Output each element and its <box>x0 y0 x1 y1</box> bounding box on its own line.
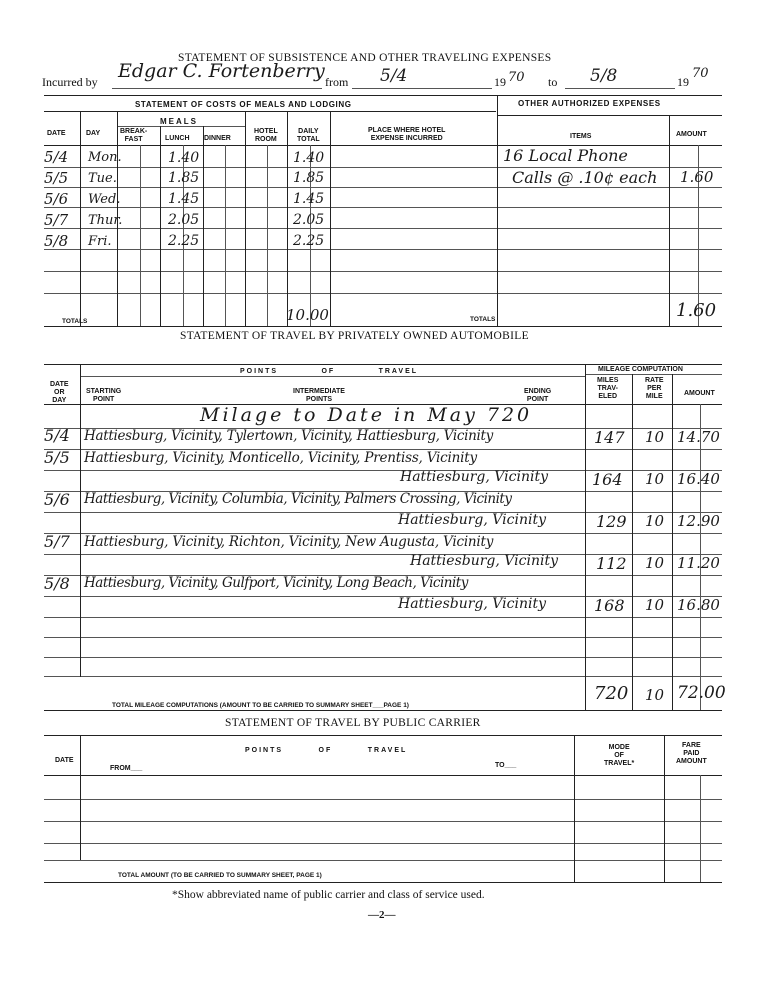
auto-miles: 164 <box>592 470 623 489</box>
meal-daily: 2.25 <box>293 233 325 249</box>
auto-col-rate: RATE PER MILE <box>645 377 664 400</box>
public-col-date: DATE <box>55 757 74 764</box>
auto-route-line2: Hattiesburg, Vicinity <box>410 553 558 569</box>
auto-amount: 16.40 <box>677 470 720 488</box>
auto-col-date: DATE OR DAY <box>50 381 69 404</box>
page-number: —2— <box>368 909 396 921</box>
public-col-to: TO___ <box>495 762 517 769</box>
to-underline <box>565 88 675 89</box>
auto-col-intermediate: INTERMEDIATE POINTS <box>293 388 345 403</box>
auto-total-label: TOTAL MILEAGE COMPUTATIONS (AMOUNT TO BE CARRIED TO SUMMARY SHEET___PAGE 1) <box>112 702 409 709</box>
col-lunch: LUNCH <box>165 135 190 142</box>
auto-route-line2: Hattiesburg, Vicinity <box>398 512 546 528</box>
other-totals-label: TOTALS <box>470 316 496 323</box>
auto-col-ending: ENDING POINT <box>524 388 552 403</box>
public-section-title: STATEMENT OF TRAVEL BY PUBLIC CARRIER <box>225 717 481 729</box>
meals-group-header: MEALS <box>160 117 198 126</box>
meal-daily: 1.45 <box>293 191 325 207</box>
other-item-line1: 16 Local Phone <box>503 146 628 165</box>
auto-miles: 147 <box>594 428 625 447</box>
auto-rate: 10 <box>645 596 665 614</box>
meal-lunch: 1.40 <box>168 150 200 166</box>
incurred-by-underline <box>112 88 322 89</box>
from-underline <box>352 88 492 89</box>
col-place: PLACE WHERE HOTEL EXPENSE INCURRED <box>368 127 446 142</box>
to-year-prefix: 19 <box>677 75 689 89</box>
auto-amount: 16.80 <box>677 596 720 614</box>
mileage-note: Milage to Date in May 720 <box>200 404 533 426</box>
col-amount: AMOUNT <box>676 131 707 138</box>
meals-section-title: STATEMENT OF COSTS OF MEALS AND LODGING <box>135 100 352 109</box>
col-date: DATE <box>47 130 66 137</box>
auto-section-title: STATEMENT OF TRAVEL BY PRIVATELY OWNED AUTOMOBILE <box>180 330 529 342</box>
auto-route-line2: Hattiesburg, Vicinity <box>400 469 548 485</box>
col-daily: DAILY TOTAL <box>297 128 320 143</box>
auto-rate: 10 <box>645 554 665 572</box>
auto-total-amount: 72.00 <box>677 683 726 703</box>
auto-total-rate: 10 <box>645 686 665 704</box>
meals-total-value: 10.00 <box>286 306 329 324</box>
auto-total-miles: 720 <box>594 683 629 704</box>
auto-date: 5/4 <box>44 426 70 445</box>
from-year: 70 <box>508 70 525 85</box>
meal-daily: 1.85 <box>293 170 325 186</box>
meal-lunch: 2.25 <box>168 233 200 249</box>
auto-rate: 10 <box>645 512 665 530</box>
auto-route-line1: Hattiesburg, Vicinity, Tylertown, Vicinity, Hattiesburg, Vicinity <box>84 428 494 444</box>
meal-date: 5/8 <box>44 232 69 250</box>
from-label: from <box>325 75 349 89</box>
meal-date: 5/4 <box>44 148 69 166</box>
meal-day: Tue. <box>88 171 117 186</box>
auto-miles: 168 <box>594 596 625 615</box>
public-col-from: FROM___ <box>110 765 143 772</box>
auto-route-line1: Hattiesburg, Vicinity, Columbia, Vicinity, Palmers Crossing, Vicinity <box>84 491 512 507</box>
auto-amount: 11.20 <box>677 554 720 572</box>
auto-amount: 14.70 <box>677 428 720 446</box>
col-dinner: DINNER <box>204 135 231 142</box>
auto-col-miles: MILES TRAV- ELED <box>597 377 619 400</box>
meal-daily: 2.05 <box>293 212 325 228</box>
meal-day: Fri. <box>88 234 112 249</box>
meal-day: Mon. <box>88 150 122 165</box>
meal-daily: 1.40 <box>293 150 325 166</box>
to-label: to <box>548 75 558 89</box>
other-section-title: OTHER AUTHORIZED EXPENSES <box>518 99 661 108</box>
auto-route-line1: Hattiesburg, Vicinity, Richton, Vicinity, New Augusta, Vicinity <box>84 534 494 550</box>
auto-route-line2: Hattiesburg, Vicinity <box>398 596 546 612</box>
meal-day: Thur. <box>88 213 123 228</box>
public-col-points: POINTS OF TRAVEL <box>245 747 408 754</box>
to-year: 70 <box>692 66 709 81</box>
meal-lunch: 2.05 <box>168 212 200 228</box>
auto-rate: 10 <box>645 428 665 446</box>
public-total-label: TOTAL AMOUNT (TO BE CARRIED TO SUMMARY SHEET, PAGE 1) <box>118 872 322 879</box>
meal-date: 5/7 <box>44 211 69 229</box>
col-breakfast: BREAK- FAST <box>120 128 148 143</box>
from-year-prefix: 19 <box>494 75 506 89</box>
auto-date: 5/6 <box>44 490 70 509</box>
mileage-computation-header: MILEAGE COMPUTATION <box>598 366 683 373</box>
other-item-amount: 1.60 <box>680 168 714 186</box>
other-total-value: 1.60 <box>676 300 717 321</box>
public-col-mode: MODE OF TRAVEL* <box>604 744 635 767</box>
incurred-by-value: Edgar C. Fortenberry <box>118 60 325 82</box>
to-value: 5/8 <box>590 66 618 86</box>
points-of-travel-header: POINTS OF TRAVEL <box>240 368 419 375</box>
public-col-fare: FARE PAID AMOUNT <box>676 742 707 765</box>
incurred-by-label: Incurred by <box>42 75 98 89</box>
col-items: ITEMS <box>570 133 592 140</box>
auto-date: 5/8 <box>44 574 70 593</box>
other-item-line2: Calls @ .10¢ each <box>512 168 658 187</box>
meal-lunch: 1.45 <box>168 191 200 207</box>
auto-miles: 112 <box>596 554 627 573</box>
auto-date: 5/7 <box>44 532 70 551</box>
meals-totals-label: TOTALS <box>62 318 88 325</box>
meal-date: 5/6 <box>44 190 69 208</box>
footer-note: *Show abbreviated name of public carrier and class of service used. <box>172 889 485 901</box>
auto-miles: 129 <box>596 512 627 531</box>
col-hotel: HOTEL ROOM <box>254 128 278 143</box>
auto-route-line1: Hattiesburg, Vicinity, Gulfport, Vicinity, Long Beach, Vicinity <box>84 575 468 591</box>
auto-col-amount: AMOUNT <box>684 390 715 397</box>
from-value: 5/4 <box>380 66 408 86</box>
meal-lunch: 1.85 <box>168 170 200 186</box>
auto-date: 5/5 <box>44 448 70 467</box>
auto-amount: 12.90 <box>677 512 720 530</box>
auto-route-line1: Hattiesburg, Vicinity, Monticello, Vicinity, Prentiss, Vicinity <box>84 450 477 466</box>
auto-rate: 10 <box>645 470 665 488</box>
meal-date: 5/5 <box>44 169 69 187</box>
form-title: STATEMENT OF SUBSISTENCE AND OTHER TRAVELING EXPENSES <box>178 52 552 64</box>
auto-col-starting: STARTING POINT <box>86 388 122 403</box>
col-day: DAY <box>86 130 101 137</box>
meal-day: Wed. <box>88 192 121 207</box>
